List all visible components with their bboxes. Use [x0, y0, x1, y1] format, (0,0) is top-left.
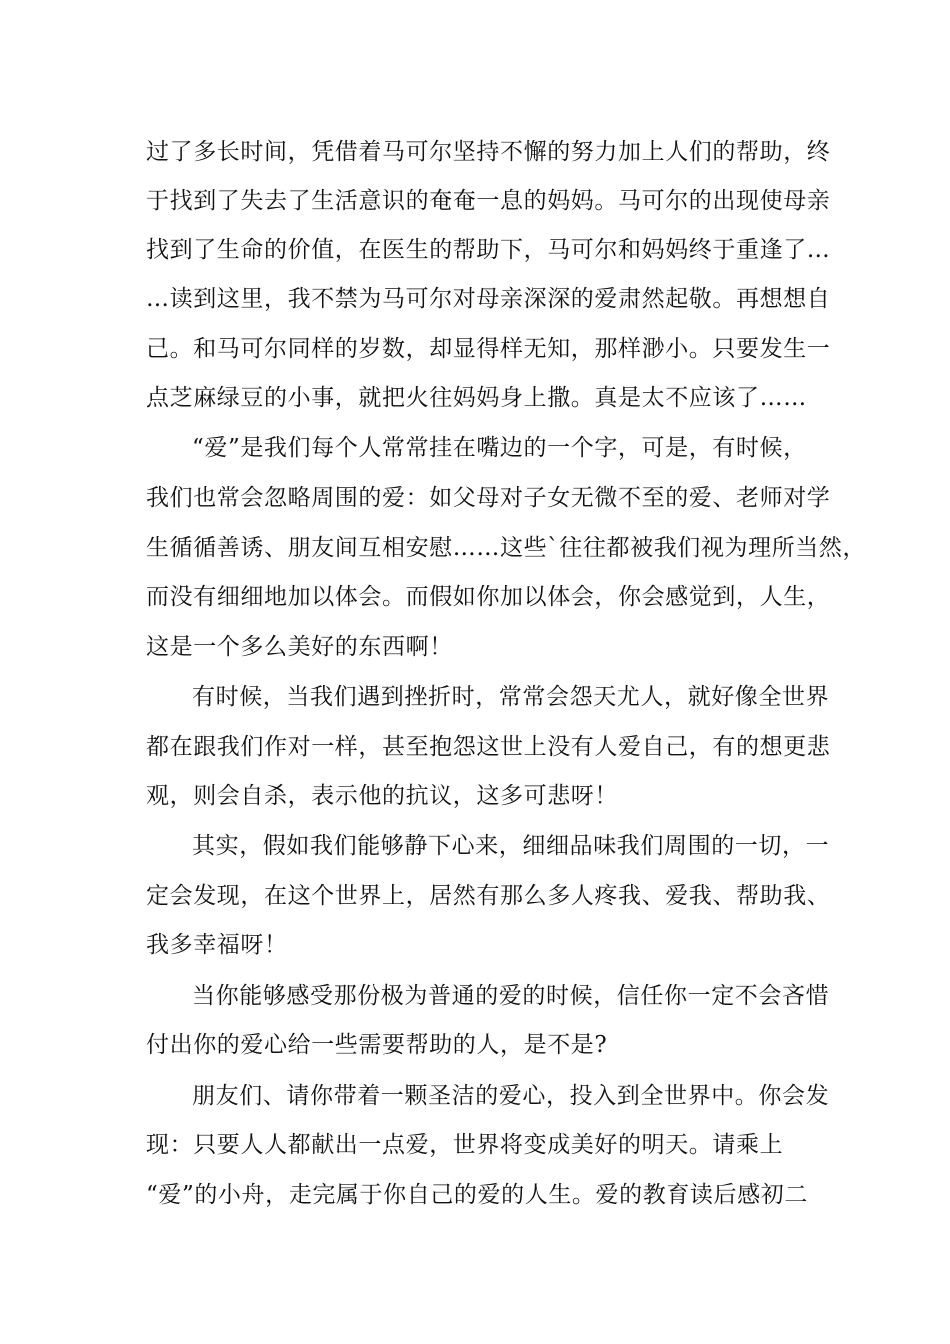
- text-line: 找到了生命的价值，在医生的帮助下，马可尔和妈妈终于重逢了…: [146, 237, 831, 263]
- paragraph-start-line: 有时候，当我们遇到挫折时，常常会怨天尤人，就好像全世界: [192, 684, 830, 710]
- text-line: 定会发现，在这个世界上，居然有那么多人疼我、爱我、帮助我、: [146, 883, 831, 909]
- text-line: …读到这里，我不禁为马可尔对母亲深深的爱肃然起敬。再想想自: [146, 286, 831, 312]
- text-line: 我多幸福呀！: [146, 932, 288, 958]
- text-line: 生循循善诱、朋友间互相安慰……这些`往往都被我们视为理所当然，: [146, 535, 867, 561]
- text-line: 这是一个多么美好的东西啊！: [146, 634, 453, 660]
- text-line: “爱”的小舟，走完属于你自己的爱的人生。爱的教育读后感初二: [146, 1182, 808, 1208]
- text-line: 己。和马可尔同样的岁数，却显得样无知，那样渺小。只要发生一: [146, 336, 831, 362]
- text-line: 点芝麻绿豆的小事，就把火往妈妈身上撒。真是太不应该了……: [146, 385, 807, 411]
- text-line: 过了多长时间，凭借着马可尔坚持不懈的努力加上人们的帮助，终: [146, 139, 831, 165]
- text-line: 我们也常会忽略周围的爱：如父母对子女无微不至的爱、老师对学: [146, 485, 831, 511]
- text-line: 付出你的爱心给一些需要帮助的人，是不是?: [146, 1032, 608, 1058]
- paragraph-start-line: 当你能够感受那份极为普通的爱的时候，信任你一定不会吝惜: [192, 983, 830, 1009]
- paragraph-start-line: 朋友们、请你带着一颗圣洁的爱心，投入到全世界中。你会发: [192, 1083, 830, 1109]
- paragraph-start-line: 其实，假如我们能够静下心来，细细品味我们周围的一切，一: [192, 833, 830, 859]
- paragraph-start-line: “爱”是我们每个人常常挂在嘴边的一个字，可是，有时候，: [192, 435, 807, 461]
- text-line: 观，则会自杀，表示他的抗议，这多可悲呀！: [146, 783, 618, 809]
- text-line: 都在跟我们作对一样，甚至抱怨这世上没有人爱自己，有的想更悲: [146, 734, 831, 760]
- text-line: 于找到了失去了生活意识的奄奄一息的妈妈。马可尔的出现使母亲: [146, 188, 831, 214]
- text-line: 而没有细细地加以体会。而假如你加以体会，你会感觉到，人生，: [146, 584, 831, 610]
- text-line: 现：只要人人都献出一点爱，世界将变成美好的明天。请乘上: [146, 1132, 784, 1158]
